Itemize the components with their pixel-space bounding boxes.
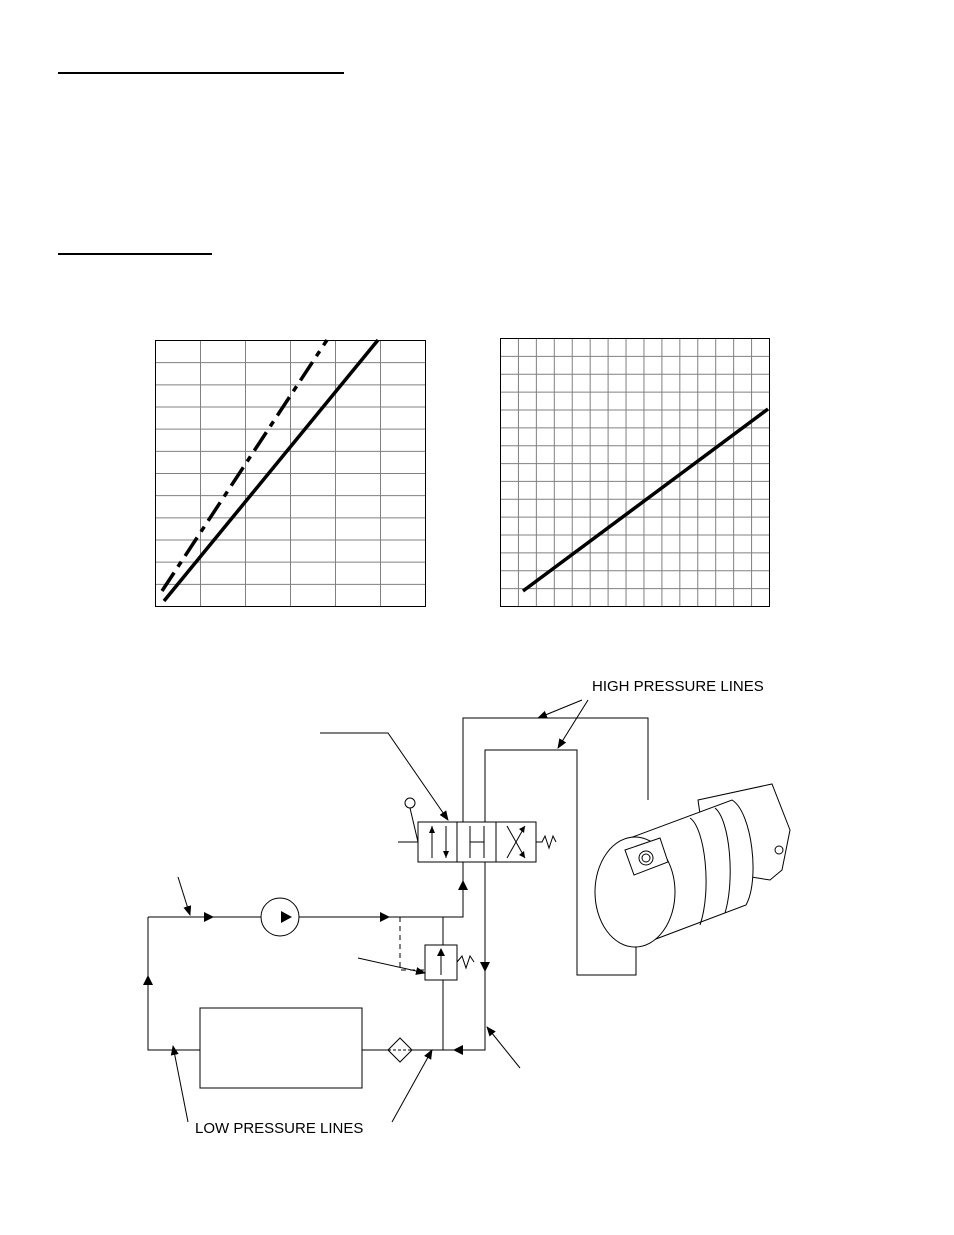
heading-rule-2 [58,253,212,255]
right-chart-line [523,409,768,591]
leader-high-2 [558,700,588,748]
low-pressure-lines-label: LOW PRESSURE LINES [195,1120,364,1137]
leader-low-1 [173,1046,188,1122]
pump-icon [261,898,299,936]
leader-valve [320,733,448,820]
right-chart [495,334,775,610]
leader-return [487,1027,520,1068]
high-pressure-lines-label: HIGH PRESSURE LINES [592,678,764,695]
leader-high-1 [538,700,582,718]
leader-low-2 [392,1050,432,1122]
right-chart-grid [501,339,770,607]
leader-pump-line [178,877,190,915]
leader-relief [358,958,425,973]
high-pressure-line-outer [463,718,648,822]
relief-pilot-line [400,917,425,970]
pump-pressure-line [148,862,463,917]
relief-spring-icon [457,956,474,968]
reservoir [200,1008,362,1088]
right-chart-frame [501,339,770,607]
hydraulic-schematic [0,650,954,1170]
tank-suction-line [148,917,200,1050]
hydraulic-motor-icon [595,784,790,947]
left-chart [150,334,432,610]
directional-control-valve [398,798,556,862]
heading-rule-1 [58,72,344,74]
dash-dot-line [162,340,327,591]
left-chart-grid [156,341,426,607]
